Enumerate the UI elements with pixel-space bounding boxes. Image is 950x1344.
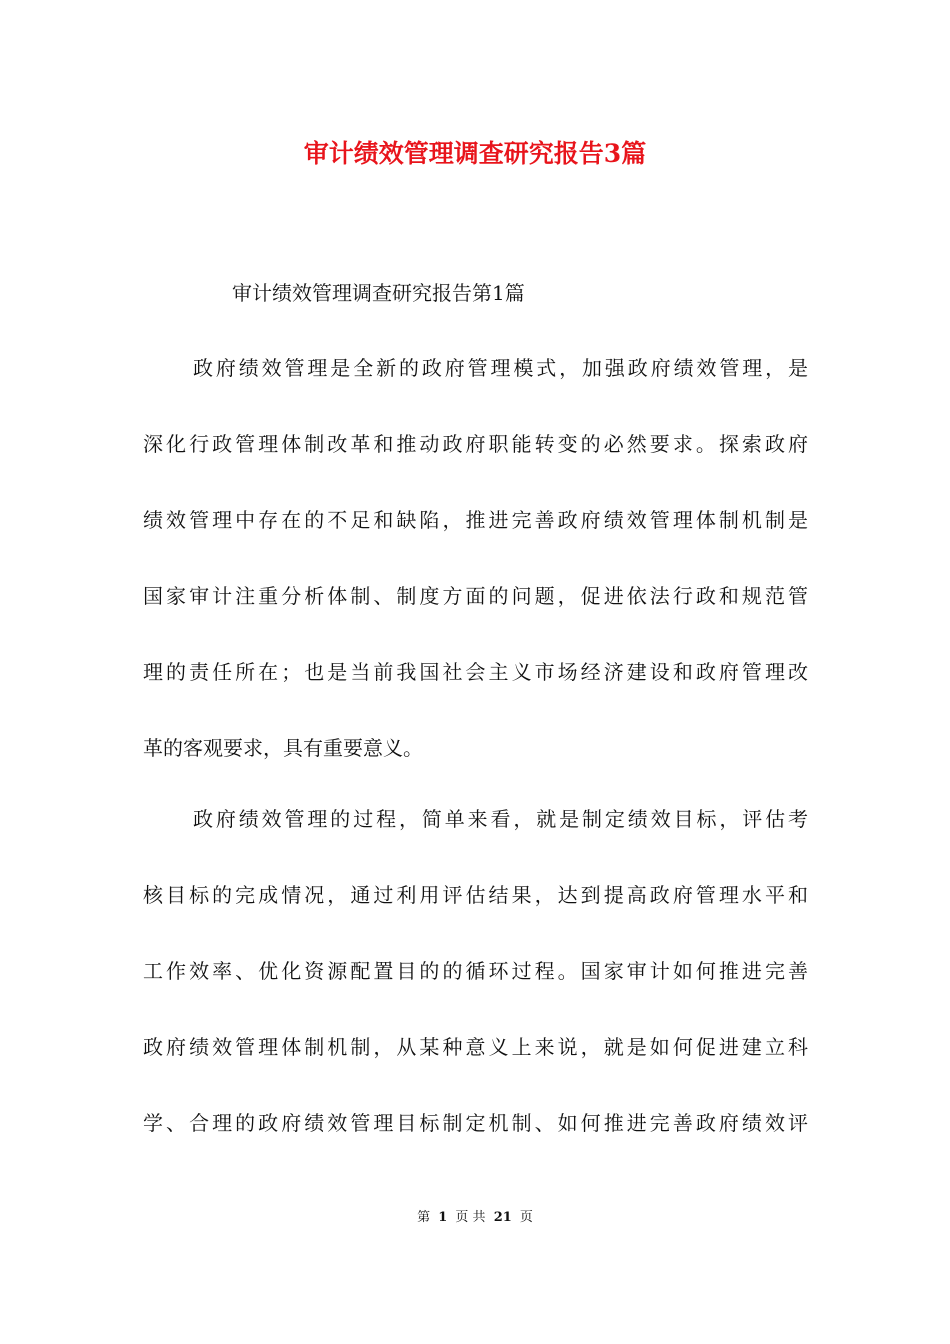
paragraph-2-line-3: 工作效率、优化资源配置目的的循环过程。国家审计如何推进完善 (143, 959, 808, 983)
section-heading: 审计绩效管理调查研究报告第1篇 (232, 281, 525, 305)
footer-label-pages: 页 (519, 1210, 533, 1225)
page-footer (0, 1208, 950, 1228)
footer-current-page: 1 (438, 1210, 448, 1225)
paragraph-1-line-5: 理的责任所在；也是当前我国社会主义市场经济建设和政府管理改 (143, 660, 808, 684)
paragraph-1-line-4: 国家审计注重分析体制、制度方面的问题，促进依法行政和规范管 (143, 584, 808, 608)
paragraph-1-line-2: 深化行政管理体制改革和推动政府职能转变的必然要求。探索政府 (143, 432, 808, 456)
footer-label-page: 第 (417, 1210, 431, 1225)
paragraph-1-line-1: 政府绩效管理是全新的政府管理模式，加强政府绩效管理，是 (193, 356, 808, 380)
footer-label-of: 页 共 (455, 1210, 486, 1225)
paragraph-1-line-3: 绩效管理中存在的不足和缺陷，推进完善政府绩效管理体制机制是 (143, 508, 808, 532)
paragraph-2-line-2: 核目标的完成情况，通过利用评估结果，达到提高政府管理水平和 (143, 883, 808, 907)
paragraph-2-line-4: 政府绩效管理体制机制，从某种意义上来说，就是如何促进建立科 (143, 1035, 808, 1059)
paragraph-1-line-6: 革的客观要求，具有重要意义。 (143, 736, 423, 760)
paragraph-2-line-1: 政府绩效管理的过程，简单来看，就是制定绩效目标，评估考 (193, 807, 808, 831)
paragraph-2-line-5: 学、合理的政府绩效管理目标制定机制、如何推进完善政府绩效评 (143, 1111, 808, 1135)
document-title: 审计绩效管理调查研究报告3篇 (303, 139, 647, 168)
footer-total-pages: 21 (493, 1210, 512, 1225)
